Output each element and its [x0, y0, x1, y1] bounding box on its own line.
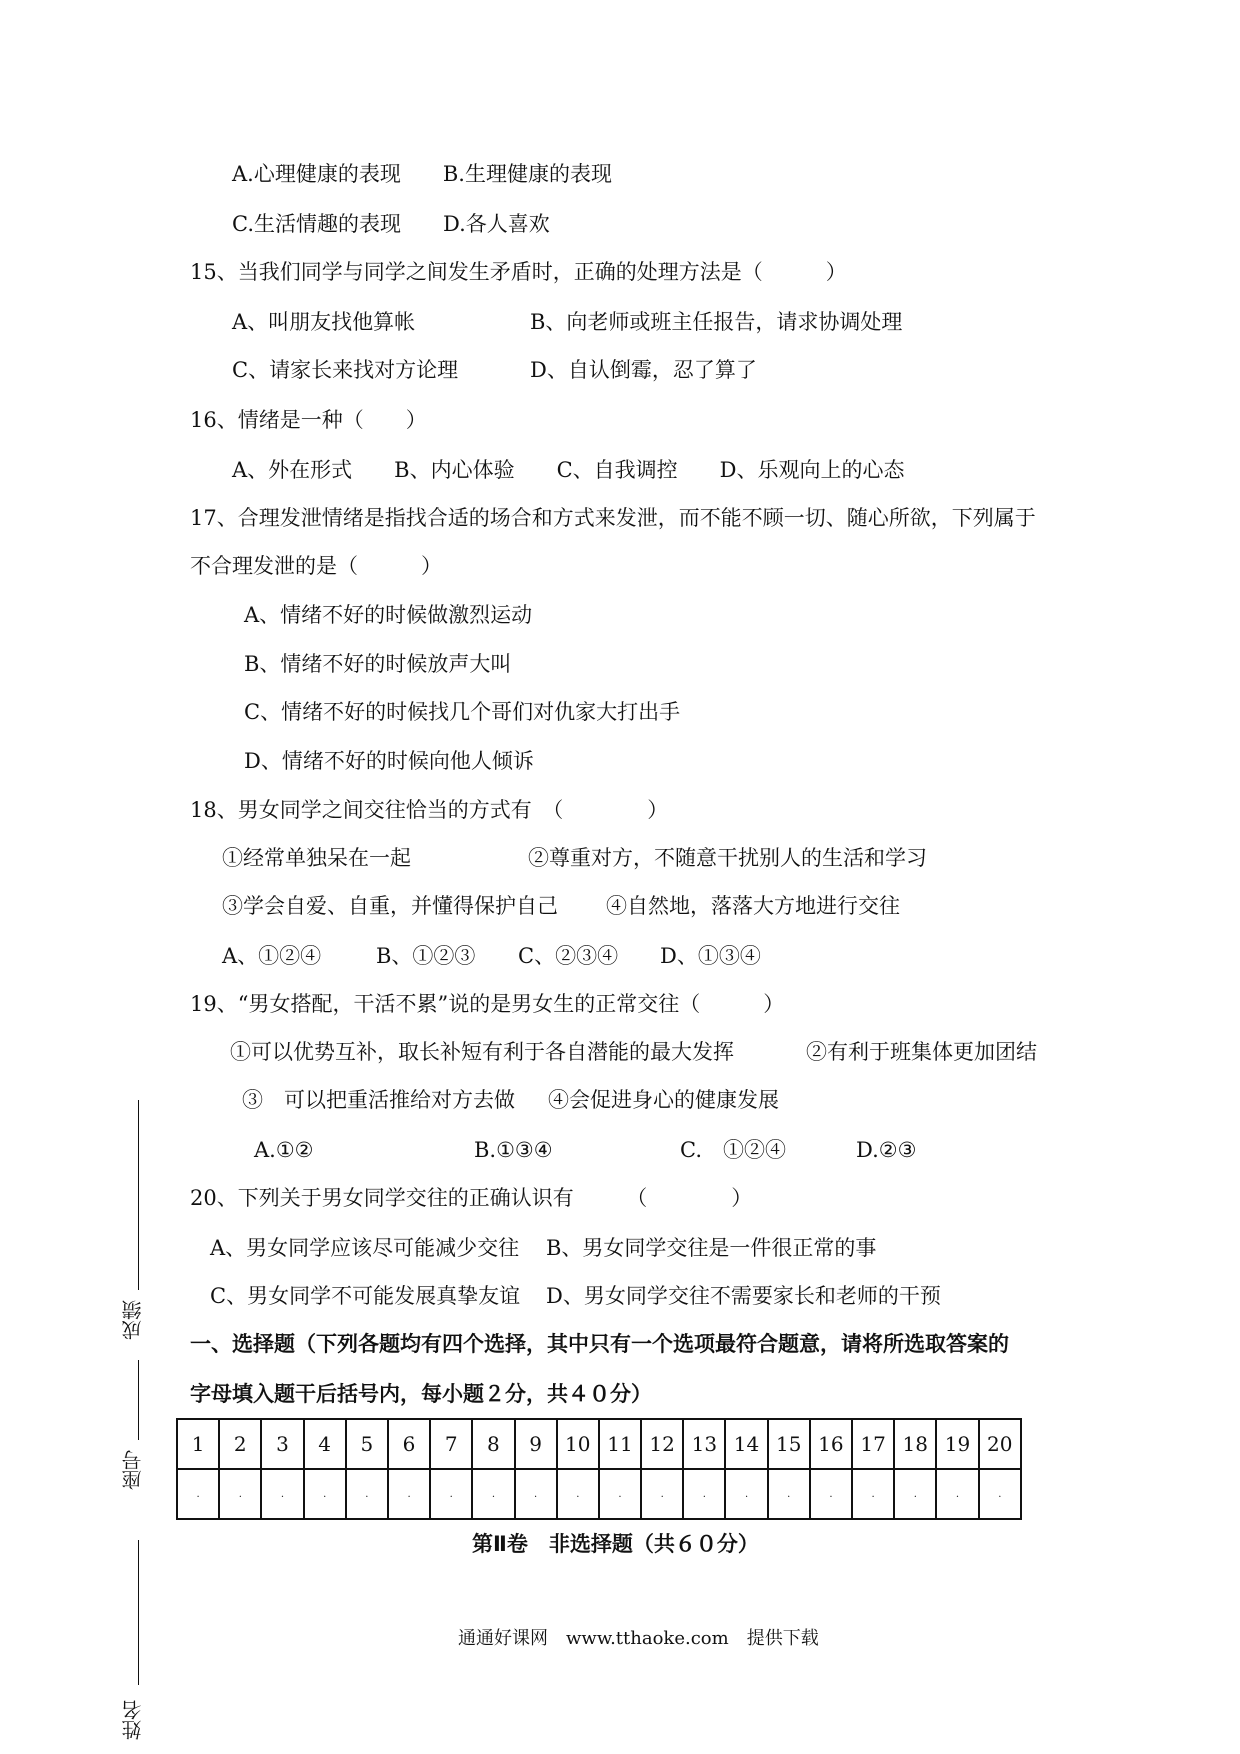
answer-number-3: 3	[261, 1419, 303, 1469]
q19-item-3: ③ 可以把重活推给对方去做	[242, 1088, 515, 1112]
seat-label: 座号	[121, 1450, 145, 1490]
answer-cell-7[interactable]: .	[430, 1469, 472, 1519]
answer-number-7: 7	[430, 1419, 472, 1469]
q16-stem: 16、情绪是一种（ ）	[190, 408, 427, 432]
q15-stem: 15、当我们同学与同学之间发生矛盾时，正确的处理方法是（ ）	[190, 260, 847, 284]
q14-options-line1: A.心理健康的表现 B.生理健康的表现	[232, 162, 612, 186]
q14-options-line2: C.生活情趣的表现 D.各人喜欢	[232, 212, 550, 236]
answer-number-13: 13	[683, 1419, 725, 1469]
answer-cell-1[interactable]: .	[177, 1469, 219, 1519]
section1-heading-cont: 字母填入题干后括号内，每小题２分，共４０分）	[190, 1382, 652, 1406]
answer-table-header-row	[177, 1419, 1021, 1469]
answer-cell-2[interactable]: .	[219, 1469, 261, 1519]
answer-cell-11[interactable]: .	[599, 1469, 641, 1519]
q15-option-d: D、自认倒霉，忍了算了	[530, 358, 757, 382]
section1-heading: 一、选择题（下列各题均有四个选择，其中只有一个选项最符合题意，请将所选取答案的	[190, 1332, 1009, 1356]
q19-option-a: A.①②	[254, 1138, 314, 1162]
answer-cell-3[interactable]: .	[261, 1469, 303, 1519]
answer-number-18: 18	[894, 1419, 936, 1469]
answer-number-15: 15	[768, 1419, 810, 1469]
q15-option-c: C、请家长来找对方论理	[232, 358, 459, 382]
answer-cell-9[interactable]: .	[515, 1469, 557, 1519]
answer-number-9: 9	[515, 1419, 557, 1469]
q20-stem: 20、下列关于男女同学交往的正确认识有 （ ）	[190, 1186, 753, 1210]
q16-options: A、外在形式 B、内心体验 C、自我调控 D、乐观向上的心态	[232, 458, 905, 482]
q17-stem: 17、合理发泄情绪是指找合适的场合和方式来发泄，而不能不顾一切、随心所欲，下列属于	[190, 506, 1036, 530]
q19-item-4: ④会促进身心的健康发展	[548, 1088, 779, 1112]
q20-option-b: B、男女同学交往是一件很正常的事	[546, 1236, 877, 1260]
answer-cell-20[interactable]: .	[979, 1469, 1021, 1519]
answer-cell-18[interactable]: .	[894, 1469, 936, 1519]
answer-number-1: 1	[177, 1419, 219, 1469]
q19-item-1: ①可以优势互补，取长补短有利于各自潜能的最大发挥	[230, 1040, 734, 1064]
score-line	[138, 1100, 139, 1290]
answer-cell-10[interactable]: .	[557, 1469, 599, 1519]
page-footer: 通通好课网 www.tthaoke.com 提供下载	[458, 1628, 819, 1649]
answer-table-blank-row	[177, 1469, 1021, 1519]
answer-cell-4[interactable]: .	[304, 1469, 346, 1519]
q17-option-b: B、情绪不好的时候放声大叫	[244, 652, 512, 676]
answer-cell-19[interactable]: .	[936, 1469, 978, 1519]
answer-cell-15[interactable]: .	[768, 1469, 810, 1519]
q18-item-4: ④自然地，落落大方地进行交往	[606, 894, 900, 918]
q18-item-3: ③学会自爱、自重，并懂得保护自己	[222, 894, 558, 918]
q18-item-2: ②尊重对方，不随意干扰别人的生活和学习	[528, 846, 927, 870]
answer-cell-12[interactable]: .	[641, 1469, 683, 1519]
q19-option-d: D.②③	[856, 1138, 917, 1162]
answer-number-8: 8	[472, 1419, 514, 1469]
score-label: 成绩	[121, 1300, 145, 1340]
q17-option-c: C、情绪不好的时候找几个哥们对仇家大打出手	[244, 700, 681, 724]
answer-cell-8[interactable]: .	[472, 1469, 514, 1519]
answer-table	[176, 1418, 1022, 1520]
q17-stem-cont: 不合理发泄的是（ ）	[190, 554, 442, 578]
q19-item-2: ②有利于班集体更加团结	[806, 1040, 1037, 1064]
q18-item-1: ①经常单独呆在一起	[222, 846, 411, 870]
answer-number-6: 6	[388, 1419, 430, 1469]
q19-option-b: B.①③④	[474, 1138, 553, 1162]
q18-option-a: A、①②④	[222, 944, 322, 968]
q20-option-a: A、男女同学应该尽可能减少交往	[210, 1236, 520, 1260]
q20-option-c: C、男女同学不可能发展真挚友谊	[210, 1284, 521, 1308]
answer-number-17: 17	[852, 1419, 894, 1469]
section2-heading: 第Ⅱ卷 非选择题（共６０分）	[472, 1532, 759, 1556]
answer-number-16: 16	[810, 1419, 852, 1469]
q17-option-d: D、情绪不好的时候向他人倾诉	[244, 749, 534, 773]
name-label: 姓名	[121, 1700, 145, 1740]
score-line-lower	[138, 1360, 139, 1440]
q18-stem: 18、男女同学之间交往恰当的方式有 （ ）	[190, 798, 669, 822]
answer-number-12: 12	[641, 1419, 683, 1469]
answer-cell-14[interactable]: .	[725, 1469, 767, 1519]
seat-line	[138, 1540, 139, 1685]
answer-cell-6[interactable]: .	[388, 1469, 430, 1519]
answer-number-5: 5	[346, 1419, 388, 1469]
answer-number-2: 2	[219, 1419, 261, 1469]
q15-option-b: B、向老师或班主任报告，请求协调处理	[530, 310, 903, 334]
q19-stem: 19、“男女搭配，干活不累”说的是男女生的正常交往（ ）	[190, 992, 785, 1016]
answer-number-20: 20	[979, 1419, 1021, 1469]
answer-number-19: 19	[936, 1419, 978, 1469]
q19-option-c: C. ①②④	[680, 1138, 786, 1162]
q15-option-a: A、叫朋友找他算帐	[232, 310, 416, 334]
answer-cell-5[interactable]: .	[346, 1469, 388, 1519]
q17-option-a: A、情绪不好的时候做激烈运动	[244, 603, 533, 627]
answer-number-4: 4	[304, 1419, 346, 1469]
answer-cell-16[interactable]: .	[810, 1469, 852, 1519]
answer-number-14: 14	[725, 1419, 767, 1469]
q18-option-c: C、②③④	[518, 944, 619, 968]
q20-option-d: D、男女同学交往不需要家长和老师的干预	[546, 1284, 941, 1308]
answer-number-10: 10	[557, 1419, 599, 1469]
answer-cell-17[interactable]: .	[852, 1469, 894, 1519]
answer-number-11: 11	[599, 1419, 641, 1469]
q18-option-d: D、①③④	[660, 944, 761, 968]
answer-cell-13[interactable]: .	[683, 1469, 725, 1519]
q18-option-b: B、①②③	[376, 944, 476, 968]
